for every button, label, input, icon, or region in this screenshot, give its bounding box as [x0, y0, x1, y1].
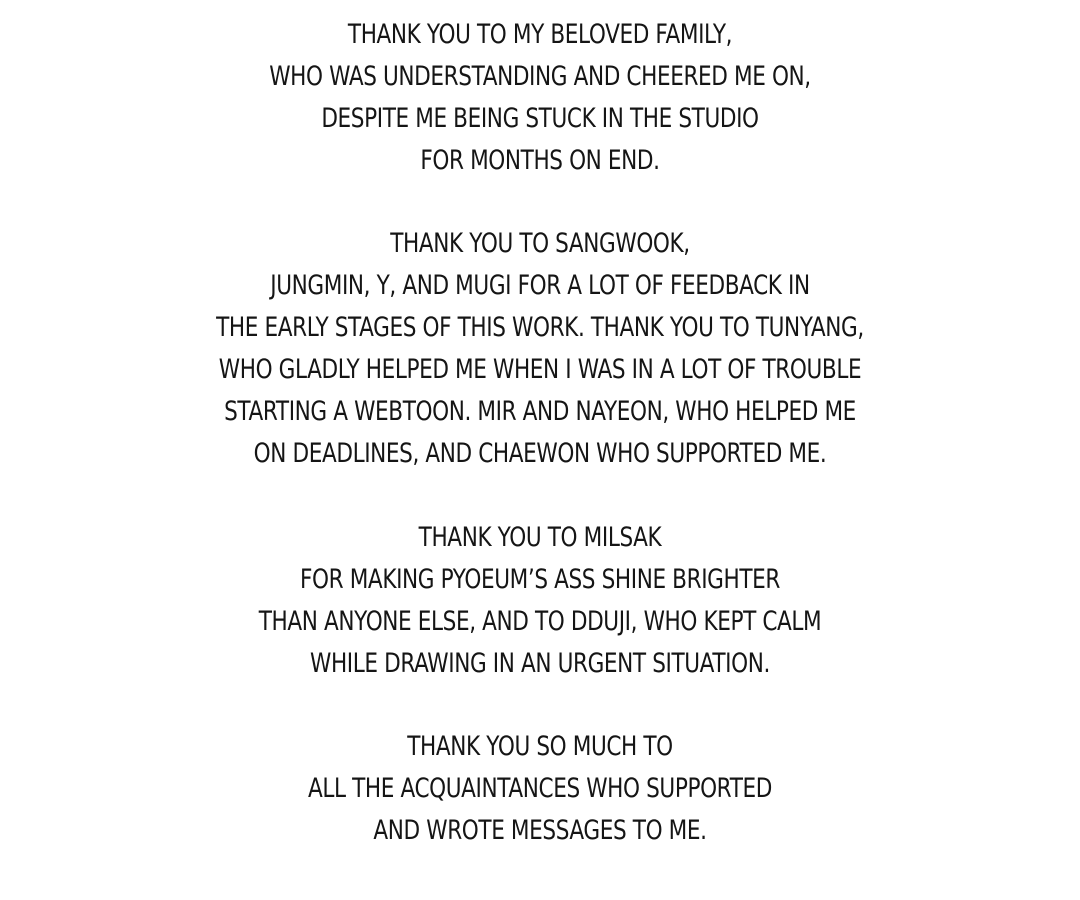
text-line: JUNGMIN, Y, AND MUGI FOR A LOT OF FEEDBACK IN	[270, 270, 810, 301]
text-line: WHO GLADLY HELPED ME WHEN I WAS IN A LOT OF TROUBLE	[218, 354, 862, 385]
text-line: WHILE DRAWING IN AN URGENT SITUATION.	[310, 648, 770, 679]
paragraph-assistants-thanks	[0, 517, 1080, 685]
text-line: THANK YOU TO SANGWOOK,	[390, 228, 690, 259]
text-line: DESPITE ME BEING STUCK IN THE STUDIO	[321, 103, 759, 134]
text-line: ON DEADLINES, AND CHAEWON WHO SUPPORTED ME.	[253, 438, 827, 469]
text-line: THE EARLY STAGES OF THIS WORK. THANK YOU TO TUNYANG,	[216, 312, 864, 343]
paragraph-colleagues-thanks	[0, 223, 1080, 475]
text-line: THANK YOU SO MUCH TO	[407, 731, 673, 762]
paragraph-acquaintances-thanks	[0, 726, 1080, 852]
text-line: STARTING A WEBTOON. MIR AND NAYEON, WHO HELPED ME	[224, 396, 856, 427]
paragraph-family-thanks	[0, 14, 1080, 182]
text-line: ALL THE ACQUAINTANCES WHO SUPPORTED	[308, 773, 772, 804]
text-line: THANK YOU TO MILSAK	[418, 522, 662, 553]
text-line: THAN ANYONE ELSE, AND TO DDUJI, WHO KEPT CALM	[258, 606, 822, 637]
text-line: AND WROTE MESSAGES TO ME.	[373, 815, 707, 846]
text-line: THANK YOU TO MY BELOVED FAMILY,	[347, 19, 733, 50]
text-line: FOR MAKING PYOEUM’S ASS SHINE BRIGHTER	[300, 564, 780, 595]
text-line: FOR MONTHS ON END.	[420, 145, 660, 176]
text-line: WHO WAS UNDERSTANDING AND CHEERED ME ON,	[269, 61, 811, 92]
